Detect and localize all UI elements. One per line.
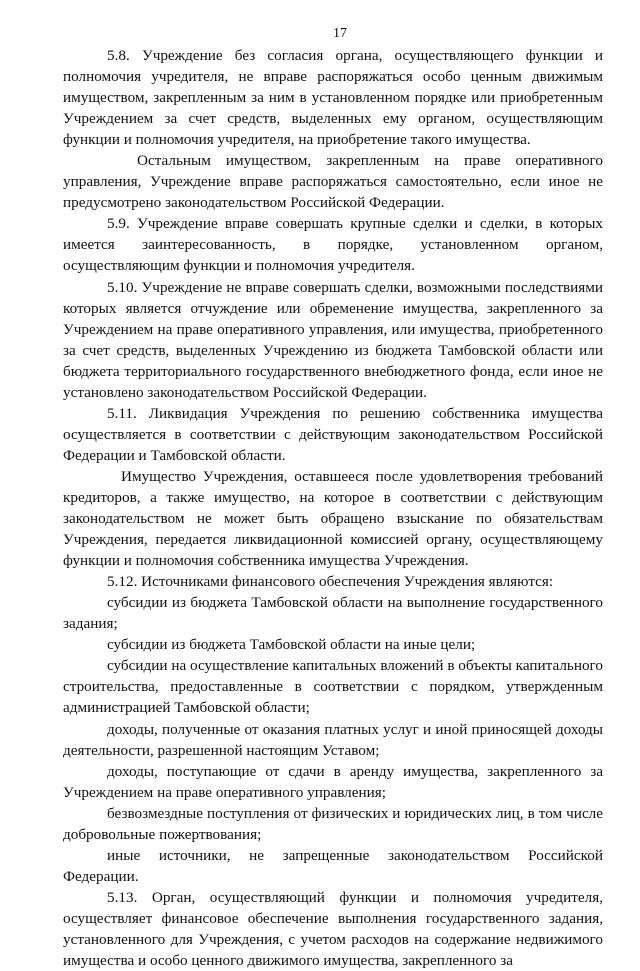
document-body (63, 45, 603, 971)
paragraph-5-11-cont: Имущество Учреждения, оставшееся после удовлетворения требований кредиторов, а также имущество, на которое в соответствии с действующим законодательством не может быть обращено взыскание по обязательствам Учреждения, передается ликвидационной комиссией органу, осуществляющему функции и полномочия собственника имущества Учреждения. (63, 467, 603, 570)
paragraph-5-9: 5.9. Учреждение вправе совершать крупные сделки и сделки, в которых имеется заинтересованность, в порядке, установленном органом, осуществляющим функции и полномочия учредителя. (63, 215, 603, 275)
paragraph-5-8: 5.8. Учреждение без согласия органа, осуществляющего функции и полномочия учредителя, не вправе распоряжаться особо ценным движимым имуществом, закрепленным за ним в установленном порядке или приобретенным Учреждением за счет средств, выделенных ему органом, осуществляющим функции и полномочия учредителя, на приобретение такого имущества. (63, 47, 603, 149)
list-item: субсидии на осуществление капитальных вложений в объекты капитального строительства, предоставленные в соответствии с порядком, утвержденным администрацией Тамбовской области; (63, 657, 603, 717)
paragraph-5-8-cont: Остальным имуществом, закрепленным на праве оперативного управления, Учреждение вправе распоряжаться самостоятельно, если иное не предусмотрено законодательством Российской Федерации. (63, 152, 603, 212)
paragraph-5-11: 5.11. Ликвидация Учреждения по решению собственника имущества осуществляется в соответствии с действующим законодательством Российской Федерации и Тамбовской области. (63, 404, 603, 464)
list-item: доходы, поступающие от сдачи в аренду имущества, закрепленного за Учреждением на праве оперативного управления; (63, 762, 603, 801)
list-item: иные источники, не запрещенные законодательством Российской Федерации. (63, 846, 603, 885)
paragraph-5-10: 5.10. Учреждение не вправе совершать сделки, возможными последствиями которых является отчуждение или обременение имущества, закрепленного за Учреждением на праве оперативного управления, или имущества, приобретенного за счет средств, выделенных Учреждению из бюджета Тамбовской области или бюджета территориального государственного внебюджетного фонда, если иное не установлено законодательством Российской Федерации. (63, 278, 603, 401)
paragraph-5-13: 5.13. Орган, осуществляющий функции и полномочия учредителя, осуществляет финансовое обеспечение выполнения государственного задания, установленного для Учреждения, с учетом расходов на содержание недвижимого имущества и особо ценного движимого имущества, закрепленного за (63, 888, 603, 970)
list-item: субсидии из бюджета Тамбовской области на выполнение государственного задания; (63, 594, 603, 633)
paragraph-5-12: 5.12. Источниками финансового обеспечения Учреждения являются: (107, 573, 554, 591)
list-item: безвозмездные поступления от физических и юридических лиц, в том числе добровольные пожертвования; (63, 804, 603, 843)
list-item: доходы, полученные от оказания платных услуг и иной приносящей доходы деятельности, разрешенной настоящим Уставом; (63, 720, 603, 759)
page-number: 17 (333, 26, 347, 41)
list-item: субсидии из бюджета Тамбовской области на иные цели; (107, 636, 476, 654)
